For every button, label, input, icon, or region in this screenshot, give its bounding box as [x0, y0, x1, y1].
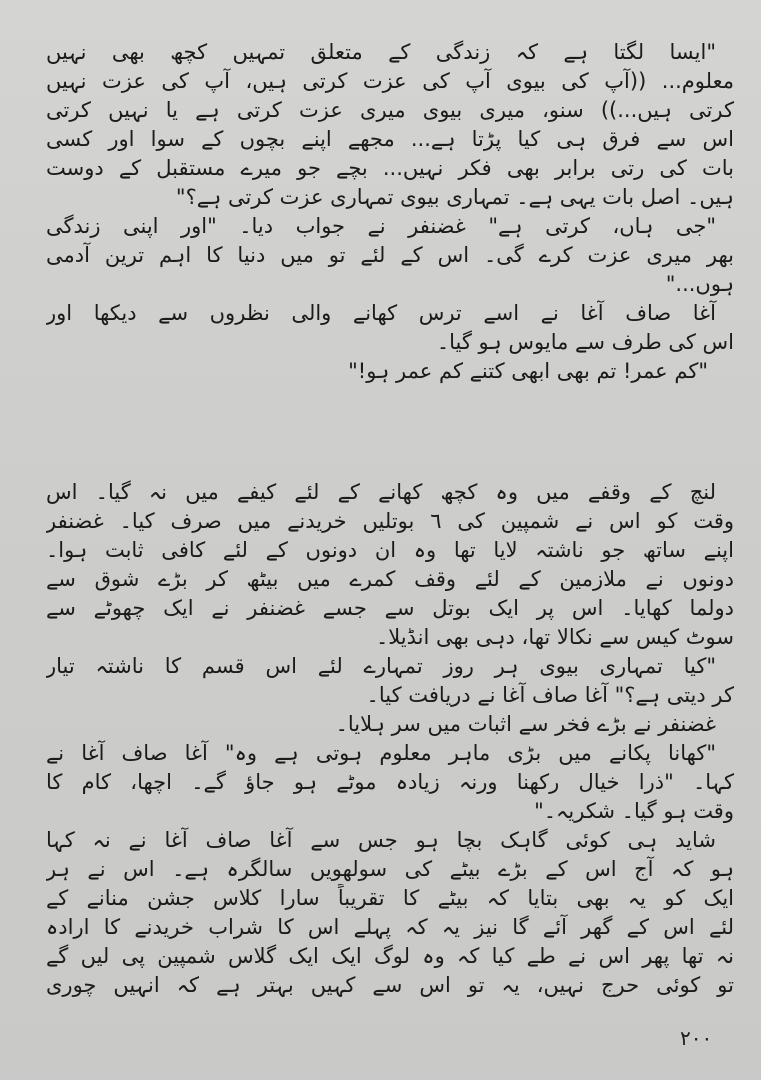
text-line: ہو کہ آج اس کے بڑے بیٹے کی سولھویں سالگرہ ہے۔ اس نے ہر	[46, 857, 734, 881]
text-line: ہیں۔ اصل بات یہی ہے۔ تمہاری بیوی تمہاری عزت کرتی ہے؟"	[175, 185, 734, 209]
text-line: نہ تھا پھر اس نے طے کیا کہ وہ لوگ ایک ایک گلاس شمپین پی لیں گے	[46, 944, 734, 968]
text-line: دولما کھایا۔ اس پر ایک بوتل سے جسے غضنفر نے ایک چھوٹے سے	[46, 596, 734, 620]
text-line: دونوں نے ملازمین کے لئے وقف کمرے میں بیٹھ کر بڑے شوق سے	[46, 567, 734, 591]
text-line: "جی ہاں، کرتی ہے" غضنفر نے جواب دیا۔ "اور اپنی زندگی	[46, 214, 716, 238]
text-line: ہوں..."	[665, 272, 734, 296]
text-line: تو کوئی حرج نہیں، یہ تو اس سے کہیں بہتر ہے کہ انہیں چوری	[46, 973, 734, 997]
text-line: وقت ہو گیا۔ شکریہ۔"	[534, 799, 734, 823]
text-line: اس کی طرف سے مایوس ہو گیا۔	[436, 330, 734, 354]
text-line: سوٹ کیس سے نکالا تھا، دہی بھی انڈیلا۔	[375, 625, 734, 649]
text-line: آغا صاف آغا نے اسے ترس کھانے والی نظروں سے دیکھا اور	[46, 301, 716, 325]
text-line: غضنفر نے بڑے فخر سے اثبات میں سر ہلایا۔	[335, 712, 716, 736]
text-line: "کھانا پکانے میں بڑی ماہر معلوم ہوتی ہے وہ" آغا صاف آغا نے	[46, 741, 716, 765]
text-line: "کم عمر! تم بھی ابھی کتنے کم عمر ہو!"	[348, 359, 708, 383]
text-line: اپنے ساتھ جو ناشتہ لایا تھا وہ ان دونوں کے لئے کافی ثابت ہوا۔	[46, 538, 734, 562]
text-line: اس سے فرق ہی کیا پڑتا ہے... مجھے اپنے بچوں کے سوا اور کسی	[46, 127, 734, 151]
text-line: کر دیتی ہے؟" آغا صاف آغا نے دریافت کیا۔	[366, 683, 734, 707]
text-line: بات کی رتی برابر بھی فکر نہیں... بچے جو میرے مستقبل کے دوست	[46, 156, 734, 180]
text-block-dialogue	[46, 38, 734, 386]
text-line: بھر میری عزت کرے گی۔ اس کے لئے تو میں دنیا کا اہم ترین آدمی	[46, 243, 734, 267]
text-line: کہا۔ "ذرا خیال رکھنا ورنہ زیادہ موٹے ہو جاؤ گے۔ اچھا، کام کا	[46, 770, 734, 794]
text-line: معلوم... ((آپ کی بیوی آپ کی عزت کرتی ہیں، آپ کی عزت نہیں	[46, 69, 734, 93]
text-line: کرتی ہیں...)) سنو، میری بیوی میری عزت کرتی ہے یا نہیں کرتی	[46, 98, 734, 122]
text-block-lunch	[46, 478, 734, 1000]
page-number: ۲۰۰	[680, 1026, 713, 1050]
text-line: وقت کو اس نے شمپین کی ٦ بوتلیں خریدنے میں صرف کیا۔ غضنفر	[46, 509, 734, 533]
text-line: لنچ کے وقفے میں وہ کچھ کھانے کے لئے کیفے میں نہ گیا۔ اس	[46, 480, 716, 504]
text-line: لئے اس کے گھر آئے گا نیز یہ کہ پہلے اس کا شراب خریدنے کا ارادہ	[46, 915, 734, 939]
text-line: ایک کو یہ بھی بتایا کہ بیٹے کا تقریباً سارا کلاس جشن منانے کے	[46, 886, 734, 910]
text-line: "ایسا لگتا ہے کہ زندگی کے متعلق تمہیں کچھ بھی نہیں	[46, 40, 716, 64]
text-line: شاید ہی کوئی گاہک بچا ہو جس سے آغا صاف آغا نے نہ کہا	[46, 828, 716, 852]
text-line: "کیا تمہاری بیوی ہر روز تمہارے لئے اس قسم کا ناشتہ تیار	[46, 654, 716, 678]
